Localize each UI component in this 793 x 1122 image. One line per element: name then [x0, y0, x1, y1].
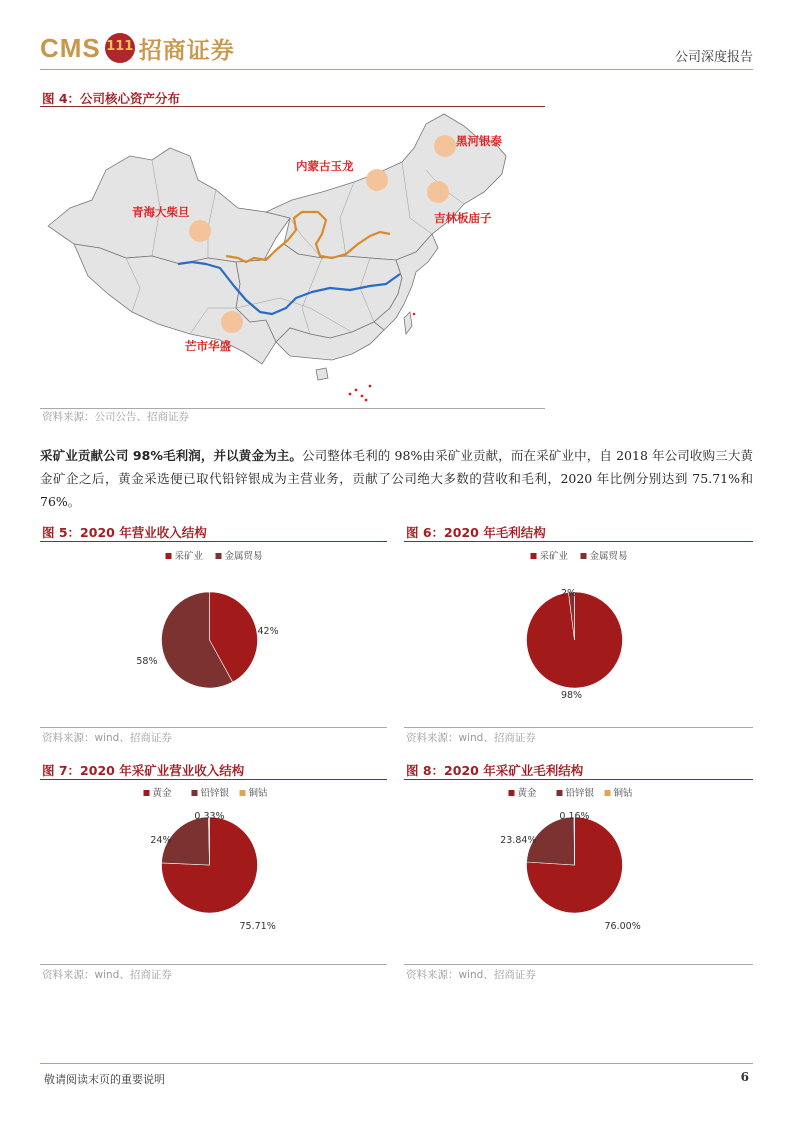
legend-label: 黄金 [517, 788, 537, 799]
label-heihe-yintai: 黑河银泰 [456, 134, 502, 148]
figure5-source: 资料来源：wind、招商证券 [42, 732, 172, 744]
marker-heihe-yintai [434, 135, 456, 157]
figure7-bottom-rule [40, 964, 387, 965]
map-taiwan [404, 312, 412, 334]
pie-value-label: 75.71% [239, 921, 276, 932]
legend-label: 采矿业 [174, 551, 204, 562]
figure8-bottom-rule [404, 964, 753, 965]
logo-badge-icon: 111 [105, 33, 135, 63]
figure8-top-rule [404, 779, 753, 780]
marker-qinghai-dachaidan [189, 220, 211, 242]
figure8-title: 图 8：2020 年采矿业毛利结构 [406, 763, 584, 778]
legend-label: 黄金 [152, 788, 172, 799]
page-header [40, 28, 753, 70]
chart-legend [509, 787, 634, 799]
legend-label: 金属贸易 [589, 551, 628, 562]
legend-label: 采矿业 [539, 551, 569, 562]
pie-value-label: 76.00% [604, 921, 641, 932]
figure7-top-rule [40, 779, 387, 780]
figure4-top-rule [40, 106, 545, 107]
report-type: 公司深度报告 [674, 50, 753, 65]
label-mangshi-huasheng: 芒市华盛 [185, 339, 231, 353]
china-asset-map [40, 108, 545, 408]
pie-value-label: 2% [560, 588, 577, 599]
figure5-pie-chart [40, 545, 387, 727]
pie-value-label: 42% [257, 626, 279, 637]
footer-notice: 敬请阅读末页的重要说明 [44, 1073, 165, 1086]
figure5-title: 图 5：2020 年营业收入结构 [42, 525, 207, 540]
legend-swatch [216, 553, 222, 559]
figure8-pie-chart [404, 782, 753, 964]
figure4-title: 图 4：公司核心资产分布 [42, 91, 181, 106]
legend-swatch [581, 553, 587, 559]
chart-legend [166, 550, 263, 562]
legend-swatch [166, 553, 172, 559]
legend-label: 铜钴 [613, 788, 633, 799]
pie-value-label: 0.16% [559, 811, 590, 822]
legend-swatch [557, 790, 563, 796]
figure7-pie-chart [40, 782, 387, 964]
marker-jilin-banmiaozi [427, 181, 449, 203]
figure6-pie-chart [404, 545, 753, 727]
figure7-title: 图 7：2020 年采矿业营业收入结构 [42, 763, 245, 778]
chart-legend [531, 550, 628, 562]
figure5-bottom-rule [40, 727, 387, 728]
legend-swatch [144, 790, 150, 796]
pie-value-label: 24% [150, 835, 172, 846]
paragraph-body: 公司整体毛利的 98%由采矿业贡献，而在采矿业中，自 2018 年公司收购三大黄金矿企之后，黄金采选便已取代铅锌银成为主营业务，贡献了公司绝大多数的营收和毛利，2020 年比例分别达到 75.71%和 76%。 [40, 448, 753, 509]
legend-label: 金属贸易 [224, 551, 263, 562]
figure5-top-rule [40, 541, 387, 542]
chart-legend [144, 787, 269, 799]
figure7-source: 资料来源：wind、招商证券 [42, 969, 172, 981]
legend-swatch [192, 790, 198, 796]
paragraph-lead: 采矿业贡献公司 98%毛利润，并以黄金为主。 [40, 448, 302, 463]
legend-swatch [240, 790, 246, 796]
pie-value-label: 98% [560, 690, 583, 701]
figure6-source: 资料来源：wind、招商证券 [406, 732, 536, 744]
marker-mangshi-huasheng [221, 311, 243, 333]
pie-value-label: 23.84% [500, 835, 537, 846]
legend-swatch [531, 553, 537, 559]
label-neimenggu-yulong: 内蒙古玉龙 [296, 159, 354, 173]
pie-value-label: 0.33% [194, 811, 225, 822]
analysis-paragraph [40, 444, 753, 513]
company-logo [40, 32, 235, 64]
legend-label: 铜钴 [248, 788, 268, 799]
label-jilin-banmiaozi: 吉林板庙子 [434, 211, 492, 225]
legend-label: 铅锌银 [565, 788, 595, 799]
legend-label: 铅锌银 [200, 788, 230, 799]
map-regions [48, 114, 506, 380]
label-qinghai-dachaidan: 青海大柴旦 [132, 205, 190, 219]
figure6-top-rule [404, 541, 753, 542]
map-hainan [316, 368, 328, 380]
logo-latin: CMS [40, 32, 101, 63]
figure6-bottom-rule [404, 727, 753, 728]
page-footer [40, 1063, 753, 1091]
figure4-source: 资料来源：公司公告、招商证券 [42, 411, 189, 423]
figure4-bottom-rule [40, 408, 545, 409]
figure8-source: 资料来源：wind、招商证券 [406, 969, 536, 981]
page-number: 6 [740, 1070, 749, 1084]
marker-neimenggu-yulong [366, 169, 388, 191]
legend-swatch [509, 790, 515, 796]
pie-value-label: 58% [136, 656, 158, 667]
legend-swatch [605, 790, 611, 796]
logo-chinese: 招商证券 [138, 37, 235, 64]
figure6-title: 图 6：2020 年毛利结构 [406, 525, 546, 540]
